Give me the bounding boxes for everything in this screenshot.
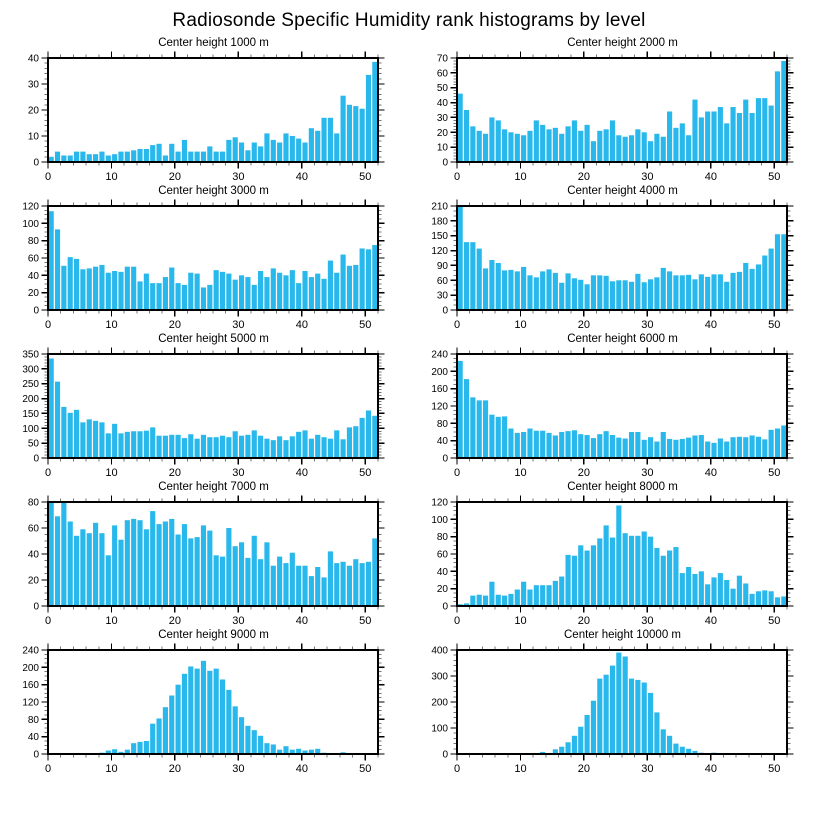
- svg-text:20: 20: [168, 763, 181, 775]
- subplot-title-7000m: Center height 7000 m: [158, 481, 269, 493]
- svg-text:40: 40: [704, 615, 717, 627]
- svg-text:30: 30: [640, 319, 654, 331]
- svg-text:100: 100: [430, 514, 448, 526]
- svg-text:240: 240: [430, 349, 448, 361]
- histogram-canvas-7000m: [4, 494, 406, 628]
- svg-text:80: 80: [27, 236, 39, 248]
- svg-text:40: 40: [436, 436, 448, 448]
- histogram-svg: [4, 642, 406, 776]
- subplot-title-3000m: Center height 3000 m: [158, 185, 269, 197]
- svg-text:150: 150: [21, 408, 39, 420]
- svg-text:10: 10: [27, 131, 39, 143]
- svg-text:50: 50: [767, 615, 780, 627]
- bars: [48, 502, 377, 606]
- svg-text:90: 90: [436, 260, 448, 272]
- svg-text:40: 40: [27, 732, 39, 744]
- svg-text:50: 50: [767, 467, 780, 479]
- svg-text:20: 20: [436, 127, 448, 139]
- bars: [527, 653, 786, 754]
- svg-text:160: 160: [21, 680, 39, 692]
- bars: [48, 62, 377, 162]
- svg-text:20: 20: [577, 467, 590, 479]
- svg-text:200: 200: [21, 394, 39, 406]
- bars: [457, 61, 786, 162]
- subplot-title-1000m: Center height 1000 m: [158, 37, 269, 49]
- svg-text:20: 20: [577, 763, 590, 775]
- subplot-2000m: [409, 36, 818, 184]
- svg-text:40: 40: [295, 763, 308, 775]
- svg-text:10: 10: [104, 171, 118, 183]
- svg-text:120: 120: [430, 497, 448, 509]
- svg-text:20: 20: [168, 615, 181, 627]
- svg-text:120: 120: [430, 401, 448, 413]
- svg-text:20: 20: [27, 575, 39, 587]
- svg-text:30: 30: [231, 319, 245, 331]
- svg-text:30: 30: [27, 79, 39, 91]
- bars: [457, 361, 786, 458]
- svg-text:20: 20: [27, 288, 39, 300]
- svg-text:30: 30: [640, 763, 654, 775]
- svg-text:20: 20: [577, 171, 590, 183]
- histogram-canvas-2000m: [413, 50, 815, 184]
- svg-text:30: 30: [640, 171, 654, 183]
- svg-text:30: 30: [640, 615, 654, 627]
- svg-text:0: 0: [453, 763, 460, 775]
- svg-text:20: 20: [577, 615, 590, 627]
- histogram-svg: [413, 198, 815, 332]
- bars: [48, 358, 377, 458]
- axis-ticks: [41, 52, 384, 169]
- svg-text:10: 10: [513, 171, 527, 183]
- svg-text:50: 50: [358, 171, 371, 183]
- svg-text:0: 0: [441, 749, 448, 761]
- svg-text:60: 60: [436, 549, 448, 561]
- histogram-canvas-3000m: [4, 198, 406, 332]
- histogram-canvas-6000m: [413, 346, 815, 480]
- axis-ticks: [450, 644, 793, 761]
- subplot-title-8000m: Center height 8000 m: [567, 481, 678, 493]
- svg-text:0: 0: [32, 157, 39, 169]
- svg-text:0: 0: [32, 453, 39, 465]
- svg-text:50: 50: [767, 763, 780, 775]
- svg-text:200: 200: [430, 366, 448, 378]
- svg-text:60: 60: [436, 68, 448, 80]
- svg-text:300: 300: [430, 671, 448, 683]
- svg-text:10: 10: [513, 763, 527, 775]
- svg-text:40: 40: [704, 319, 717, 331]
- svg-text:10: 10: [513, 615, 527, 627]
- svg-text:30: 30: [231, 615, 245, 627]
- subplot-title-9000m: Center height 9000 m: [158, 629, 269, 641]
- histogram-canvas-4000m: [413, 198, 815, 332]
- subplot-title-2000m: Center height 2000 m: [567, 37, 678, 49]
- svg-text:40: 40: [295, 171, 308, 183]
- svg-text:200: 200: [21, 662, 39, 674]
- subplot-7000m: [0, 480, 409, 628]
- svg-text:20: 20: [577, 319, 590, 331]
- svg-text:0: 0: [44, 171, 51, 183]
- histogram-svg: [4, 494, 406, 628]
- histogram-svg: [413, 50, 815, 184]
- histogram-canvas-10000m: [413, 642, 815, 776]
- svg-text:30: 30: [640, 467, 654, 479]
- svg-text:160: 160: [430, 384, 448, 396]
- svg-text:0: 0: [453, 467, 460, 479]
- svg-text:10: 10: [513, 319, 527, 331]
- svg-text:50: 50: [358, 467, 371, 479]
- svg-text:80: 80: [27, 497, 39, 509]
- bars: [457, 505, 786, 606]
- svg-text:120: 120: [21, 697, 39, 709]
- svg-text:40: 40: [27, 53, 39, 65]
- subplot-title-4000m: Center height 4000 m: [567, 185, 678, 197]
- svg-text:0: 0: [44, 467, 51, 479]
- histogram-svg: [413, 642, 815, 776]
- subplot-title-6000m: Center height 6000 m: [567, 333, 678, 345]
- svg-text:60: 60: [436, 275, 448, 287]
- svg-text:250: 250: [21, 379, 39, 391]
- svg-text:0: 0: [453, 615, 460, 627]
- svg-text:40: 40: [295, 615, 308, 627]
- subplot-grid: [0, 36, 818, 776]
- svg-text:0: 0: [44, 763, 51, 775]
- svg-text:50: 50: [358, 319, 371, 331]
- svg-text:0: 0: [32, 601, 39, 613]
- svg-text:20: 20: [168, 319, 181, 331]
- figure-title: Radiosonde Specific Humidity rank histograms by level: [172, 10, 646, 31]
- subplot-3000m: [0, 184, 409, 332]
- subplot-title-10000m: Center height 10000 m: [564, 629, 681, 641]
- axis-tick-labels: [431, 202, 780, 332]
- svg-text:120: 120: [21, 201, 39, 213]
- svg-text:20: 20: [27, 105, 39, 117]
- svg-text:70: 70: [436, 53, 448, 65]
- svg-text:10: 10: [104, 467, 118, 479]
- svg-text:50: 50: [358, 615, 371, 627]
- histogram-svg: [4, 346, 406, 480]
- svg-text:30: 30: [436, 290, 448, 302]
- svg-text:30: 30: [231, 467, 245, 479]
- svg-text:150: 150: [430, 231, 448, 243]
- svg-text:40: 40: [704, 171, 717, 183]
- axis-ticks: [450, 496, 793, 613]
- subplot-1000m: [0, 36, 409, 184]
- svg-text:10: 10: [104, 763, 118, 775]
- svg-text:40: 40: [27, 549, 39, 561]
- subplot-8000m: [409, 480, 818, 628]
- histogram-canvas-9000m: [4, 642, 406, 776]
- svg-text:50: 50: [27, 438, 39, 450]
- svg-text:300: 300: [21, 364, 39, 376]
- histogram-svg: [4, 50, 406, 184]
- svg-text:240: 240: [21, 645, 39, 657]
- svg-text:40: 40: [704, 763, 717, 775]
- svg-text:40: 40: [436, 566, 448, 578]
- svg-text:100: 100: [21, 423, 39, 435]
- svg-text:0: 0: [441, 157, 448, 169]
- bars: [457, 207, 786, 310]
- histogram-svg: [413, 346, 815, 480]
- svg-text:0: 0: [441, 601, 448, 613]
- svg-text:0: 0: [453, 319, 460, 331]
- svg-text:30: 30: [436, 112, 448, 124]
- svg-text:40: 40: [436, 98, 448, 110]
- svg-text:60: 60: [27, 523, 39, 535]
- svg-text:30: 30: [231, 171, 245, 183]
- svg-text:40: 40: [295, 319, 308, 331]
- svg-text:0: 0: [453, 171, 460, 183]
- subplot-4000m: [409, 184, 818, 332]
- histogram-svg: [413, 494, 815, 628]
- svg-text:210: 210: [430, 201, 448, 213]
- svg-text:10: 10: [436, 142, 448, 154]
- subplot-9000m: [0, 628, 409, 776]
- axis-ticks: [41, 348, 384, 465]
- svg-text:60: 60: [27, 253, 39, 265]
- svg-text:80: 80: [436, 418, 448, 430]
- subplot-6000m: [409, 332, 818, 480]
- svg-text:0: 0: [32, 749, 39, 761]
- svg-text:400: 400: [430, 645, 448, 657]
- svg-text:50: 50: [767, 319, 780, 331]
- bars: [93, 661, 371, 754]
- svg-text:180: 180: [430, 216, 448, 228]
- svg-text:10: 10: [104, 615, 118, 627]
- svg-text:20: 20: [168, 467, 181, 479]
- svg-text:20: 20: [436, 584, 448, 596]
- svg-text:40: 40: [27, 270, 39, 282]
- svg-text:50: 50: [436, 83, 448, 95]
- axis-ticks: [41, 644, 384, 761]
- histogram-canvas-8000m: [413, 494, 815, 628]
- svg-text:120: 120: [430, 246, 448, 258]
- svg-text:80: 80: [436, 532, 448, 544]
- axis-ticks: [450, 52, 793, 169]
- histogram-svg: [4, 198, 406, 332]
- axis-tick-labels: [436, 54, 780, 184]
- subplot-5000m: [0, 332, 409, 480]
- svg-text:350: 350: [21, 349, 39, 361]
- svg-text:30: 30: [231, 763, 245, 775]
- svg-text:40: 40: [704, 467, 717, 479]
- axis-ticks: [450, 348, 793, 465]
- svg-text:100: 100: [21, 218, 39, 230]
- svg-text:50: 50: [767, 171, 780, 183]
- subplot-10000m: [409, 628, 818, 776]
- histogram-canvas-1000m: [4, 50, 406, 184]
- svg-text:80: 80: [27, 714, 39, 726]
- axis-tick-labels: [27, 54, 371, 184]
- svg-text:0: 0: [44, 615, 51, 627]
- axis-ticks: [41, 496, 384, 613]
- histogram-canvas-5000m: [4, 346, 406, 480]
- svg-text:200: 200: [430, 697, 448, 709]
- svg-text:0: 0: [44, 319, 51, 331]
- svg-text:0: 0: [32, 305, 39, 317]
- svg-text:50: 50: [358, 763, 371, 775]
- svg-text:10: 10: [513, 467, 527, 479]
- svg-text:10: 10: [104, 319, 118, 331]
- svg-text:0: 0: [441, 305, 448, 317]
- axis-ticks: [450, 200, 793, 317]
- svg-text:40: 40: [295, 467, 308, 479]
- svg-text:20: 20: [168, 171, 181, 183]
- axis-ticks: [41, 200, 384, 317]
- svg-text:100: 100: [430, 723, 448, 735]
- bars: [48, 211, 377, 310]
- svg-text:0: 0: [441, 453, 448, 465]
- subplot-title-5000m: Center height 5000 m: [158, 333, 269, 345]
